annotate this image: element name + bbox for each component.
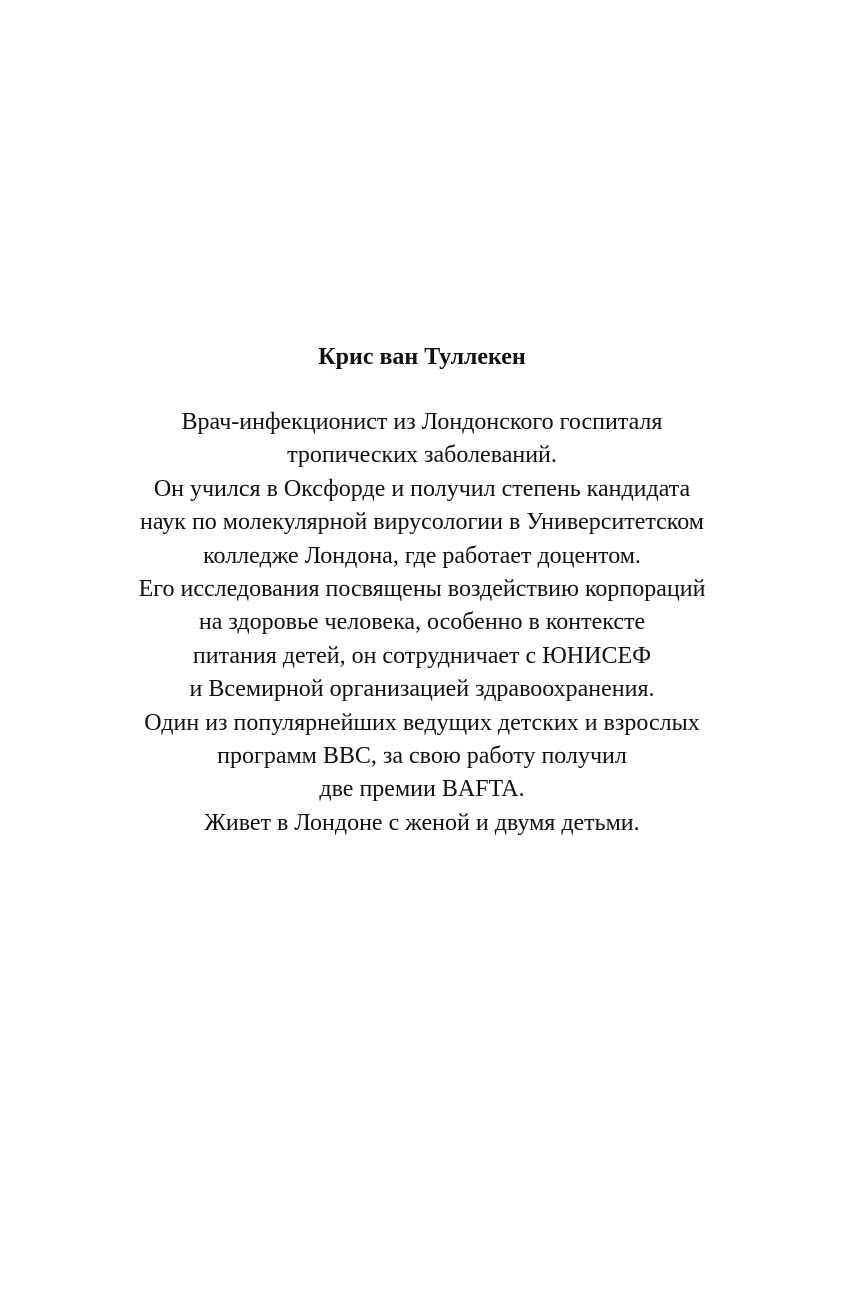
bio-line: Его исследования посвящены воздействию корпораций bbox=[138, 576, 706, 603]
bio-line: программ BBC, за свою работу получил bbox=[217, 743, 627, 770]
author-bio bbox=[60, 406, 784, 840]
bio-line: Он учился в Оксфорде и получил степень кандидата bbox=[153, 475, 691, 502]
bio-line: питания детей, он сотрудничает с ЮНИСЕФ bbox=[192, 642, 652, 669]
author-name: Крис ван Туллекен bbox=[318, 344, 526, 370]
bio-line: колледже Лондона, где работает доцентом. bbox=[203, 542, 641, 569]
bio-line: Врач-инфекционист из Лондонского госпиталя bbox=[181, 409, 663, 435]
bio-line: и Всемирной организацией здравоохранения. bbox=[189, 676, 655, 703]
bio-line: Один из популярнейших ведущих детских и взрослых bbox=[144, 709, 700, 736]
bio-line: Живет в Лондоне с женой и двумя детьми. bbox=[204, 809, 640, 836]
author-bio-block bbox=[60, 340, 784, 840]
bio-line: на здоровье человека, особенно в контексте bbox=[198, 609, 646, 636]
bio-line: две премии BAFTA. bbox=[319, 776, 525, 803]
bio-line: тропических заболеваний. bbox=[287, 442, 557, 469]
bio-line: наук по молекулярной вирусологии в Университетском bbox=[140, 509, 704, 536]
